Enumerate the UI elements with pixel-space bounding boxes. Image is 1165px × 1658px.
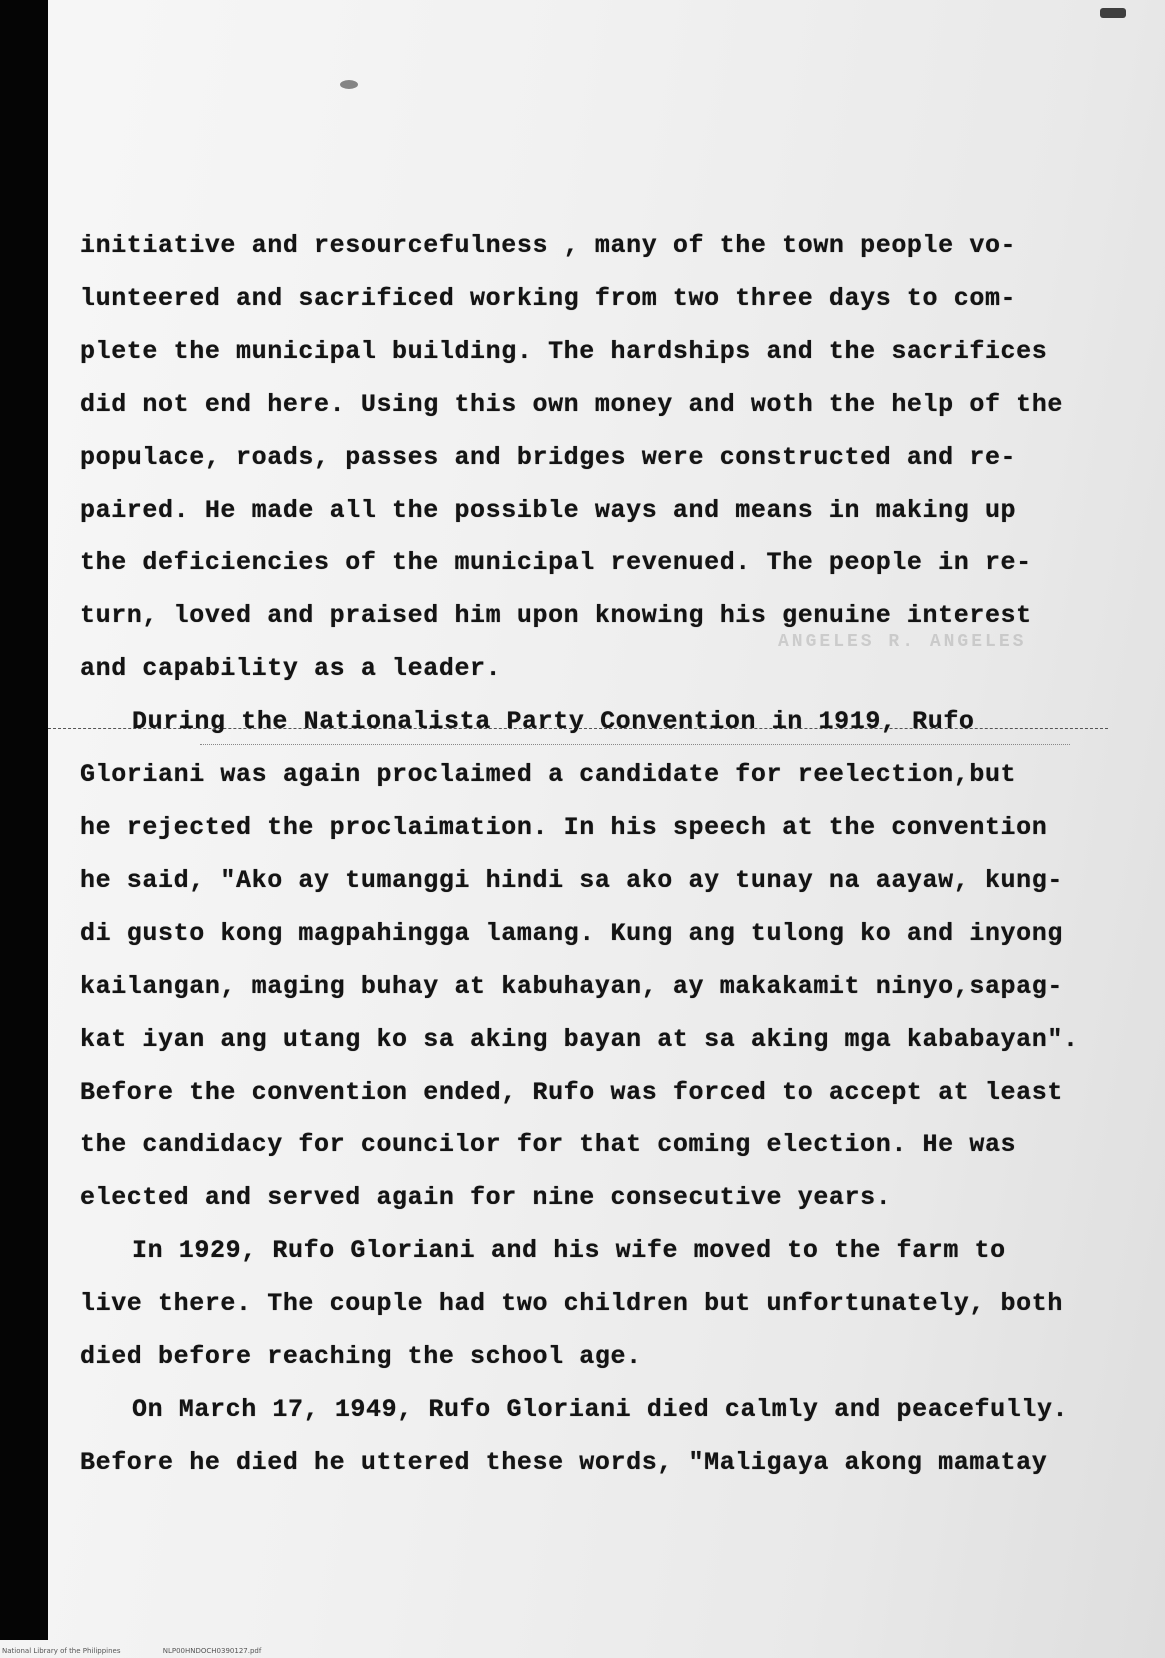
footer-file: NLP00HNDOCH0390127.pdf: [162, 1647, 262, 1655]
paragraph-start-line: During the Nationalista Party Convention in 1919, Rufo: [132, 707, 975, 737]
document-body: [80, 220, 1079, 1490]
text-line: the deficiencies of the municipal revenued. The people in re-: [80, 548, 1032, 578]
text-line: di gusto kong magpahingga lamang. Kung ang tulong ko and inyong: [80, 918, 1063, 948]
text-line: Before he died he uttered these words, "Maligaya akong mamatay: [80, 1447, 1048, 1477]
paragraph-start-line: On March 17, 1949, Rufo Gloriani died calmly and peacefully.: [132, 1394, 1069, 1424]
text-line: live there. The couple had two children but unfortunately, both: [80, 1289, 1063, 1319]
text-line: Gloriani was again proclaimed a candidate for reelection,but: [80, 760, 1017, 790]
text-line: kat iyan ang utang ko sa aking bayan at sa aking mga kababayan".: [80, 1024, 1079, 1054]
text-line: populace, roads, passes and bridges were constructed and re-: [80, 442, 1017, 472]
text-line: plete the municipal building. The hardships and the sacrifices: [80, 336, 1048, 366]
text-line: initiative and resourcefulness , many of the town people vo-: [80, 231, 1017, 260]
text-line: he rejected the proclaimation. In his speech at the convention: [80, 812, 1048, 842]
footer-library: National Library of the Philippines: [2, 1647, 121, 1655]
bleed-through-text: ANGELES R. ANGELES: [778, 632, 1027, 652]
text-line: did not end here. Using this own money and woth the help of the: [80, 389, 1063, 419]
text-line: elected and served again for nine consecutive years.: [80, 1183, 892, 1213]
text-line: paired. He made all the possible ways and means in making up: [80, 495, 1017, 525]
text-line: kailangan, maging buhay at kabuhayan, ay makakamit ninyo,sapag-: [80, 971, 1063, 1001]
page-number: [1100, 8, 1126, 18]
text-line: lunteered and sacrificed working from two three days to com-: [80, 283, 1017, 313]
text-line: Before the convention ended, Rufo was forced to accept at least: [80, 1077, 1063, 1107]
scan-footer: [2, 1647, 301, 1655]
text-line: he said, "Ako ay tumanggi hindi sa ako ay tunay na aayaw, kung-: [80, 865, 1063, 895]
text-line: the candidacy for councilor for that coming election. He was: [80, 1130, 1017, 1160]
scan-border-strip: [0, 0, 48, 1640]
paragraph-start-line: In 1929, Rufo Gloriani and his wife moved to the farm to: [132, 1236, 1006, 1266]
ink-speck: [340, 80, 358, 89]
text-line: died before reaching the school age.: [80, 1342, 642, 1372]
text-line: turn, loved and praised him upon knowing his genuine interest: [80, 601, 1032, 631]
text-line: and capability as a leader.: [80, 654, 502, 684]
